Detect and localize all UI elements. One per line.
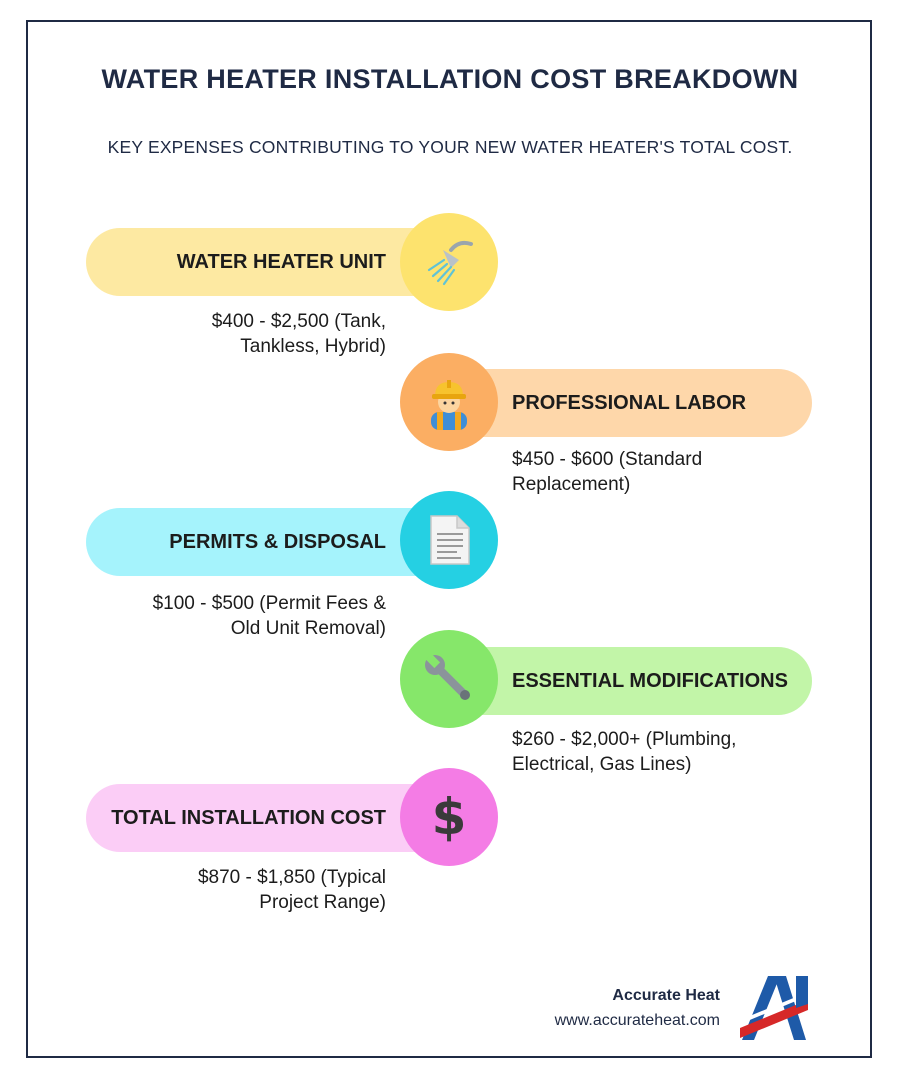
wrench-icon (421, 651, 477, 707)
item-label: ESSENTIAL MODIFICATIONS (512, 669, 788, 692)
circle-permits-disposal (400, 491, 498, 589)
construction-worker-icon (423, 374, 475, 430)
item-label: TOTAL INSTALLATION COST (111, 806, 386, 829)
desc-essential-modifications: $260 - $2,000+ (Plumbing, Electrical, Gas Lines) (512, 729, 737, 775)
circle-total-installation-cost (400, 768, 498, 866)
document-icon (425, 512, 473, 568)
circle-essential-modifications (400, 630, 498, 728)
circle-water-heater-unit (400, 213, 498, 311)
item-label: WATER HEATER UNIT (176, 250, 386, 273)
item-label: PERMITS & DISPOSAL (169, 530, 386, 553)
item-label: PROFESSIONAL LABOR (512, 391, 747, 414)
desc-professional-labor: $450 - $600 (Standard Replacement) (512, 449, 703, 495)
shower-head-icon (421, 234, 477, 290)
accurate-heat-logo (740, 974, 810, 1042)
brand-name: Accurate Heat (612, 987, 720, 1004)
desc-permits-disposal: $100 - $500 (Permit Fees & Old Unit Removal) (152, 593, 386, 639)
desc-water-heater-unit: $400 - $2,500 (Tank, Tankless, Hybrid) (211, 311, 386, 357)
page-subtitle: KEY EXPENSES CONTRIBUTING TO YOUR NEW WATER HEATER'S TOTAL COST. (107, 137, 793, 157)
page-title: WATER HEATER INSTALLATION COST BREAKDOWN (101, 64, 799, 94)
brand-url[interactable]: www.accurateheat.com (554, 1012, 720, 1029)
dollar-icon: $ (431, 788, 467, 846)
desc-total-installation-cost: $870 - $1,850 (Typical Project Range) (197, 867, 386, 913)
circle-professional-labor (400, 353, 498, 451)
